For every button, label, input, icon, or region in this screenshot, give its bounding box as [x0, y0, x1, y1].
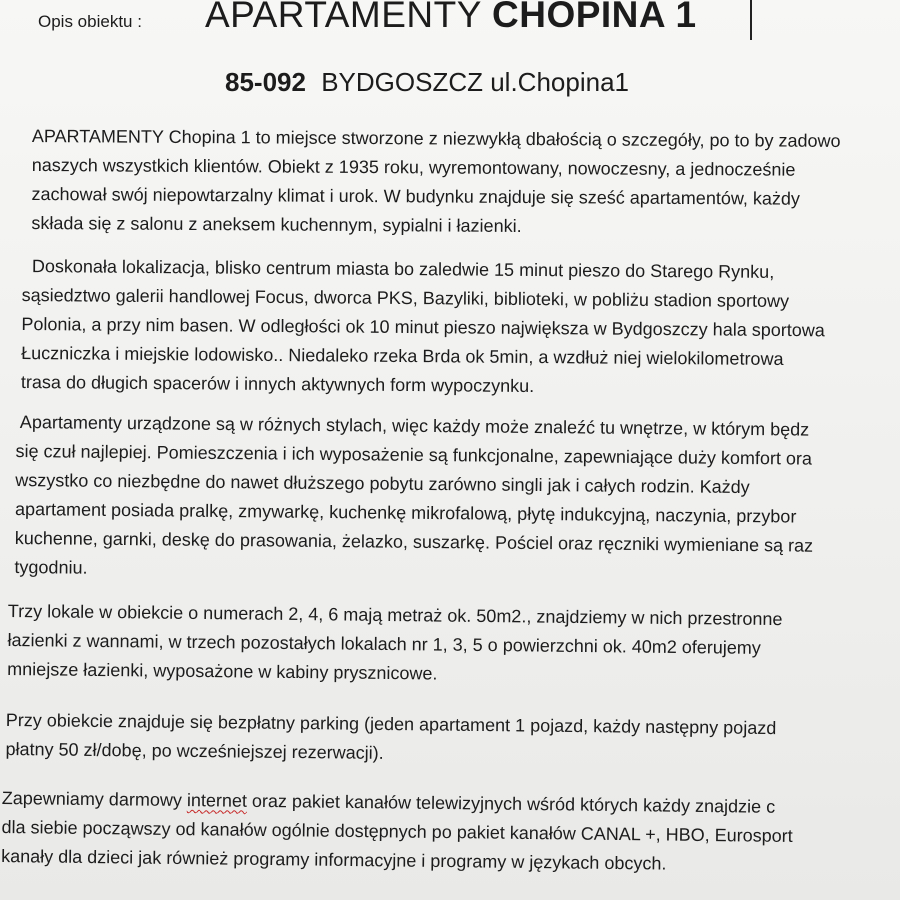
text-line: Apartamenty urządzone są w różnych stylach, więc każdy może znaleźć tu wnętrze, w którym będz	[19, 412, 810, 440]
text-line: dla siebie począwszy od kanałów ogólnie dostępnych po pakiet kanałów CANAL +, HBO, Eurosport	[1, 816, 793, 846]
text-line: zachował swój niepowtarzalny klimat i urok. W budynku znajduje się sześć apartamentów, każdy	[31, 183, 800, 209]
title-part-apartamenty: APARTAMENTY	[205, 0, 482, 35]
object-description-label: Opis obiektu :	[38, 12, 142, 31]
spellcheck-underlined-word: internet	[186, 790, 248, 811]
text-line: Doskonała lokalizacja, blisko centrum miasta bo zaledwie 15 minut pieszo do Starego Rynku,	[31, 256, 775, 282]
paragraph-internet	[1, 784, 793, 880]
paragraph-description	[31, 122, 840, 243]
text-line: płatny 50 zł/dobę, po wcześniejszej rezerwacji).	[5, 738, 384, 763]
paragraph-parking	[5, 706, 776, 772]
text-line: łazienki z wannami, w trzech pozostałych lokalach nr 1, 3, 5 o powierzchni ok. 40m2 oferujemy	[7, 629, 761, 658]
text-segment: Zapewniamy darmowy	[1, 787, 188, 811]
text-line: naszych wszystkich klientów. Obiekt z 1935 roku, wyremontowany, nowoczesny, a jednocześnie	[31, 154, 796, 180]
text-line: sąsiedztwo galerii handlowej Focus, dworca PKS, Bazyliki, biblioteki, w pobliżu stadion sportowy	[21, 284, 790, 312]
text-segment: oraz pakiet kanałów telewizyjnych wśród których każdy znajdzie c	[246, 790, 776, 817]
text-line: wszystko co niezbędne do nawet dłuższego pobytu zarówno singli jak i całych rodzin. Każdy	[15, 469, 750, 498]
text-line: Polonia, a przy nim basen. W odległości ok 10 minut pieszo największa w Bydgoszczy hala sportowa	[21, 313, 825, 341]
text-line: Trzy lokale w obiekcie o numerach 2, 4, 6 mają metraż ok. 50m2., znajdziemy w nich przestronne	[7, 600, 783, 630]
paragraph-location	[21, 252, 826, 403]
address-city-street: BYDGOSZCZ ul.Chopina1	[321, 67, 629, 97]
text-line: trasa do długich spacerów i innych aktywnych form wypoczynku.	[20, 371, 535, 397]
text-line: Łuczniczka i miejskie lodowisko.. Niedaleko rzeka Brda ok 5min, a wzdłuż niej wielokilometrowa	[21, 342, 784, 369]
text-line: się czuł najlepiej. Pomieszczenia i ich wyposażenie są funkcjonalne, zapewniające duży komfort ora	[15, 440, 813, 469]
address-line	[225, 67, 629, 98]
document-title	[205, 0, 697, 36]
paragraph-furnishing	[14, 408, 814, 590]
text-line: kuchenne, garnki, deskę do prasowania, żelazko, suszarkę. Pościel oraz ręczniki wymieniane są raz	[14, 527, 814, 556]
text-line: apartament posiada pralkę, zmywarkę, kuchenkę mikrofalową, płytę indukcyjną, naczynia, przybor	[14, 498, 797, 527]
text-line: APARTAMENTY Chopina 1 to miejsce stworzone z niezwykłą dbałością o szczegóły, po to by zadowo	[31, 125, 841, 151]
paragraph-units	[7, 597, 783, 692]
text-line: składa się z salonu z aneksem kuchennym, sypialni i łazienki.	[31, 212, 522, 236]
text-line: mniejsze łazienki, wyposażone w kabiny prysznicowe.	[7, 658, 438, 684]
text-line: tygodniu.	[14, 556, 88, 578]
text-cursor	[750, 0, 752, 40]
title-part-chopina: CHOPINA 1	[492, 0, 697, 35]
text-line: Przy obiekcie znajduje się bezpłatny parking (jeden apartament 1 pojazd, każdy następny pojazd	[5, 709, 777, 739]
text-line: kanały dla dzieci jak również programy informacyjne i programy w językach obcych.	[1, 845, 667, 874]
address-zip: 85-092	[225, 67, 306, 97]
